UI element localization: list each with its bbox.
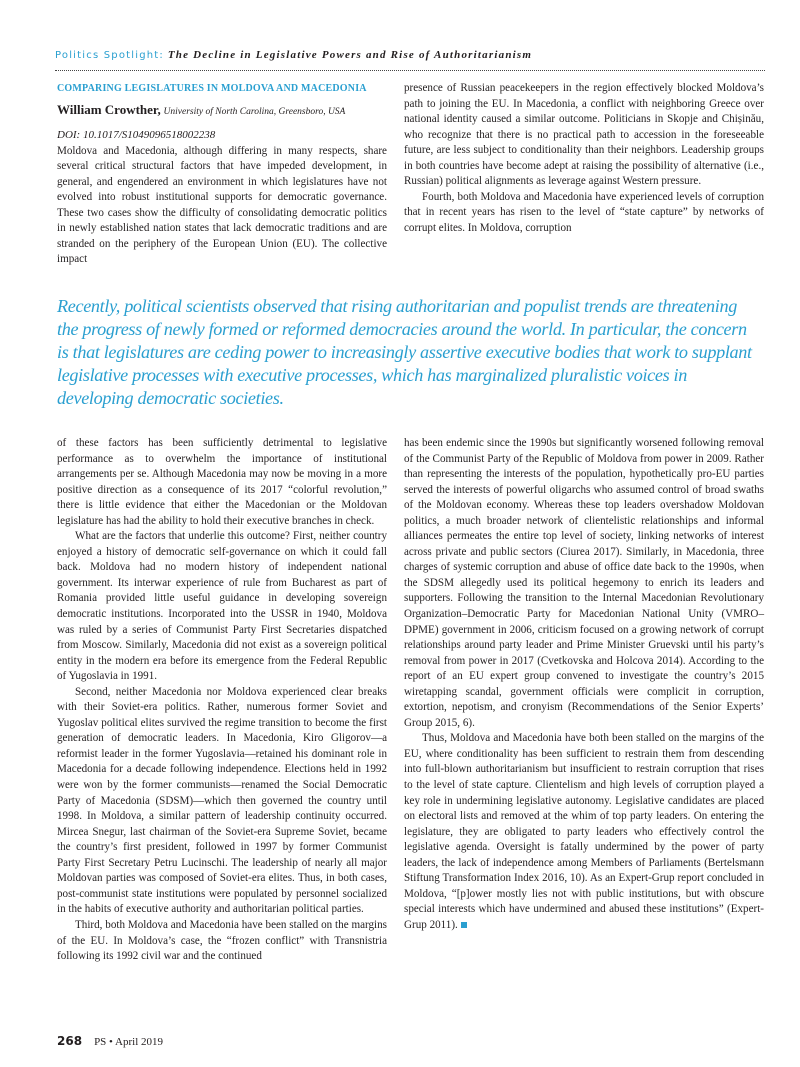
paragraph: Second, neither Macedonia nor Moldova experienced clear breaks with their Soviet-era politics. Rather, numerous former Soviet and Yugoslav political elites survived the regime transition to become the first generation of democratic leaders. In Macedonia, Kiro Gligorov—a reformist leader in the former Yugoslavia—retained his dominant role in Macedonia for a decade following independence. Elections held in 1992 were won by the former communists—renamed the Social Democratic Party of Macedonia (SDSM)—which then governed the country until 1998. In Moldova, a similar pattern of leadership continuity occurred. Mircea Snegur, last chairman of the Soviet-era Supreme Soviet, became the country’s first president, followed in 1997 by former Communist Party First Secretary Petru Lucinschi. The leadership of nearly all major Moldovan parties was composed of Soviet-era elites. Thus, in both cases, post-communist state institutions were populated by personnel socialized in the habits of executive authority and authoritarian political parties. — [57, 685, 387, 916]
column-bottom-left — [57, 436, 387, 965]
page-footer — [57, 1032, 163, 1050]
running-head-title: The Decline in Legislative Powers and Rise of Authoritarianism — [167, 49, 533, 61]
paragraph: Moldova and Macedonia, although differing in many respects, share several critical structural factors that have impeded development, in general, and engendered an environment in which legislatures have not evolved into robust institutional supports for democratic governance. These two cases show the difficulty of consolidating democratic politics in newly established nation states that lack democratic traditions and are stranded on the periphery of the European Union (EU). The collective impact — [57, 144, 387, 266]
column-bottom-right — [404, 436, 764, 934]
column-top-left — [57, 81, 387, 268]
page-number: 268 — [57, 1034, 83, 1048]
end-of-article-square-icon — [461, 922, 467, 928]
author-name: William Crowther, — [57, 101, 161, 117]
paragraph: What are the factors that underlie this outcome? First, neither country enjoyed a history of democratic self-governance on which it could fall back. Moldova had no modern history of independent national government. Its interwar experience of rule from Bucharest as part of Romania provided little useful guidance in developing sovereign democratic institutions. Incorporated into the USSR in 1940, Moldova was ruled by a series of Communist Party First Secretaries dispatched from Moscow. Similarly, Macedonia did not exist as a sovereign political entity in the modern era before its emergence from the Federal Republic of Yugoslavia in 1991. — [57, 530, 387, 683]
paragraph: Fourth, both Moldova and Macedonia have experienced levels of corruption that in recent years has risen to the level of “state capture” by networks of corrupt elites. In Moldova, corruption — [404, 190, 764, 234]
paragraph: Third, both Moldova and Macedonia have been stalled on the margins of the EU. In Moldova’s case, the “frozen conflict” with Transnistria following its 1992 civil war and the continued — [57, 918, 387, 963]
pull-quote: Recently, political scientists observed that rising authoritarian and populist trends are threatening the progress of newly formed or reformed democracies around the world. In particular, the concern is that legislatures are ceding power to increasingly assertive executive bodies that work to supplant legislative processes with executive processes, which has marginalized pluralistic voices in developing democratic societies. — [57, 296, 752, 408]
running-head-section: Politics Spotlight: — [55, 50, 165, 61]
author-affiliation: University of North Carolina, Greensboro, USA — [163, 106, 346, 117]
paragraph-text: Thus, Moldova and Macedonia have both been stalled on the margins of the EU, where conditionality has been sufficient to restrain them from descending into full-blown authoritarianism but insufficient to restrain corruption that rises to the level of state capture. Clientelism and high levels of corruption played a key role in undermining legislative autonomy. Legislative candidates are placed on electoral lists and removed at the whim of top party leaders. On entering the legislature, they are obligated to party leaders who effectively control the legislative agenda. Oversight is fatally undermined by the power of party leaders, the lack of independence among Members of Parliaments (Bertelsmann Stiftung Transformation Index 2016, 10). As an Expert-Grup report concluded in Moldova, “[p]ower mostly lies not with public institutions, but with obscure special interests which have undermined and abused these institutions” (Expert-Grup 2011). — [404, 732, 764, 931]
doi: DOI: 10.1017/S1049096518002238 — [57, 129, 216, 142]
column-top-right — [404, 81, 764, 236]
paragraph: presence of Russian peacekeepers in the region effectively blocked Moldova’s path to joining the EU. In Macedonia, a conflict with neighboring Greece over national identity caused a similar outcome. Politicians in Skopje and Chișinău, who recognize that there is no practical path to accession in the foreseeable future, are less subject to conditionality than their neighbors. Leadership groups in both countries have become adept at raising the possibility of alternative (i.e., Russian) political alignments as leverage against Western pressure. — [404, 82, 764, 188]
paragraph: of these factors has been sufficiently detrimental to legislative performance as to overwhelm the importance of institutional arrangements per se. Although Macedonia may now be moving in a more positive direction as a consequence of its 2017 “colorful revolution,” there is little evidence that either the Macedonian or the Moldovan legislature has had the ability to hold their executive branches in check. — [57, 437, 387, 527]
article-heading: COMPARING LEGISLATURES IN MOLDOVA AND MACEDONIA — [57, 83, 367, 94]
paragraph: has been endemic since the 1990s but significantly worsened following removal of the Communist Party of the Republic of Moldova from power in 2009. Rather than representing the interests of the population, hypothetically pro-EU parties served the interests of powerful oligarchs who assumed control of broad swaths of the Moldovan economy. Whereas these top leaders overshadow Moldovan politics, a much broader network of clientelistic relationships and informal alliances permeates the entire top level of society, linking networks of interest across private and public sectors (Ciurea 2017). Similarly, in Macedonia, three charges of systemic corruption and abuse of office date back to the 1990s, when the SDSM allegedly used its political hegemony to enrich its leaders and supporters. Following the transition to the Internal Macedonian Revolutionary Organization–Democratic Party for Macedonian National Unity (VMRO–DPME) government in 2006, criticism focused on a growing network of corrupt relationships around party leader and Prime Minister Gruevski until his party’s removal from power in 2017 (Cvetkovska and Holcova 2014). According to the report of an EU expert group convened to investigate the country’s 2015 wiretapping scandal, government officials were complicit in corruption, extortion, nepotism, and cronyism (Recommendations of the Senior Experts’ Group 2015, 6). — [404, 437, 764, 729]
header-divider — [55, 70, 765, 71]
paragraph-last — [404, 731, 764, 933]
journal-issue: PS • April 2019 — [94, 1036, 164, 1048]
running-head — [55, 49, 765, 61]
byline — [57, 102, 387, 121]
